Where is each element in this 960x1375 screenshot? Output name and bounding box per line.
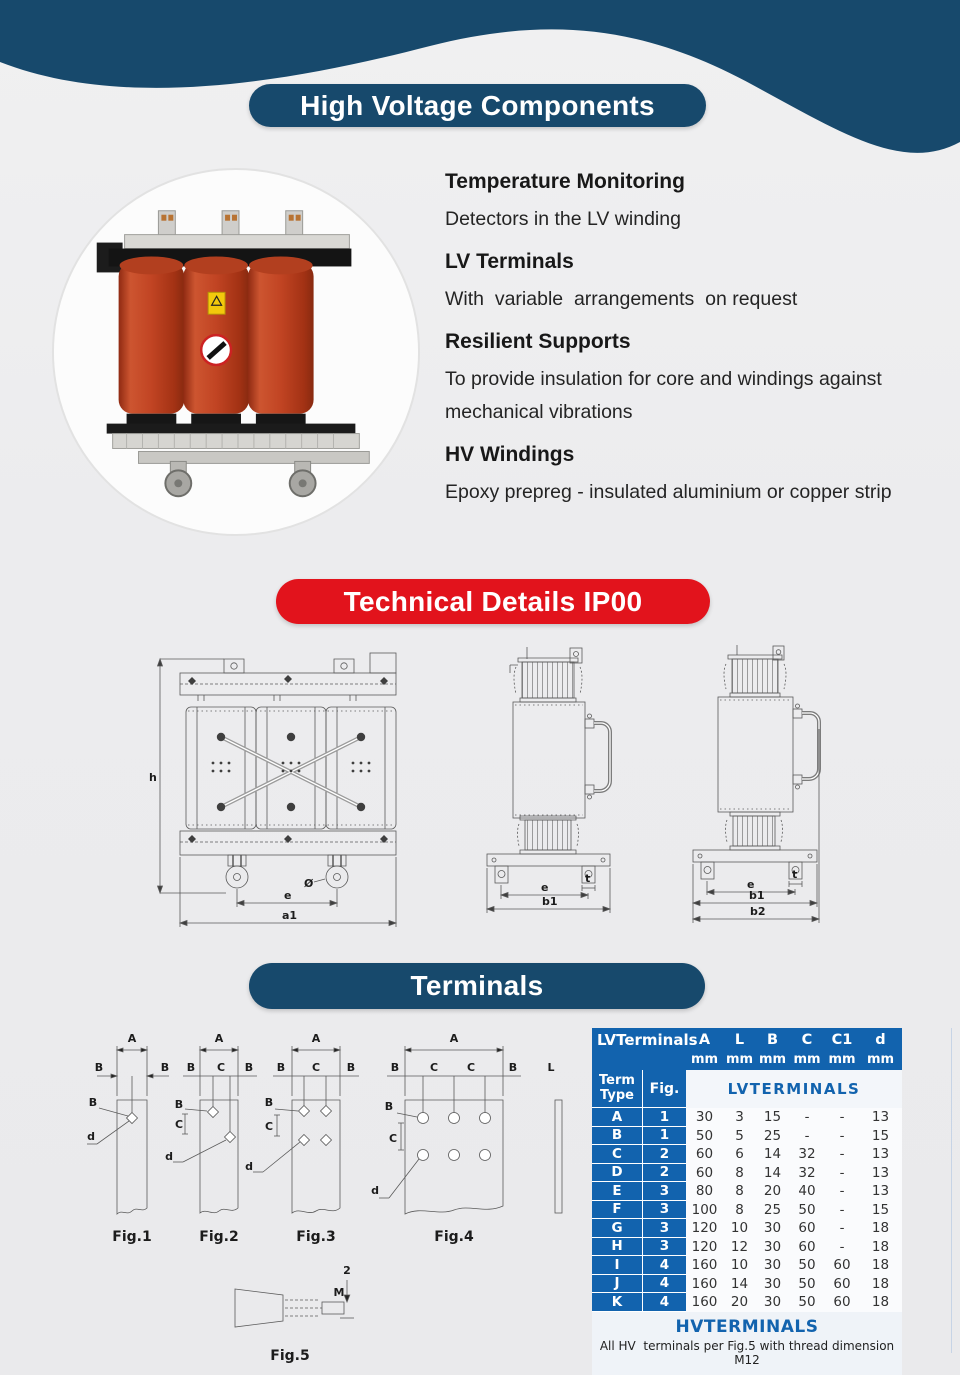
table-value-cell: 15: [756, 1108, 789, 1127]
table-term-cell: J: [592, 1275, 642, 1294]
fig1-label-b: B: [94, 1061, 104, 1074]
fig2-label-a: A: [214, 1032, 224, 1045]
table-value-cell: 120: [686, 1219, 723, 1238]
table-corner-label: LVTerminals: [597, 1031, 698, 1049]
table-hv-title: HVTERMINALS: [675, 1316, 819, 1337]
table-hv-note: All HV terminals per Fig.5 with thread dimension M12: [599, 1338, 902, 1367]
fig3-label-c: C: [264, 1120, 274, 1133]
fig3-caption: Fig.3: [296, 1229, 336, 1245]
dim-label-e: e: [747, 878, 755, 891]
drawing-side-view-1: [470, 645, 700, 935]
table-value-cell: 14: [723, 1275, 756, 1294]
table-value-cell: 13: [859, 1145, 902, 1164]
fig2-label-c: C: [174, 1118, 184, 1131]
table-value-cell: 60: [686, 1145, 723, 1164]
feature-title: LV Terminals: [445, 250, 574, 273]
table-fig-cell: 2: [642, 1145, 686, 1164]
table-term-cell: H: [592, 1238, 642, 1257]
table-value-cell: -: [825, 1182, 859, 1201]
fig4-label-b: B: [384, 1100, 394, 1113]
table-value-cell: 60: [686, 1164, 723, 1183]
table-value-cell: 6: [723, 1145, 756, 1164]
fig2-label-b: B: [186, 1061, 196, 1074]
dim-label-b1: b1: [749, 889, 765, 902]
table-value-cell: -: [825, 1127, 859, 1146]
table-value-cell: -: [825, 1164, 859, 1183]
dim-label-t: t: [792, 868, 798, 881]
table-fig-cell: 3: [642, 1182, 686, 1201]
fig3-label-c: C: [311, 1061, 321, 1074]
banner-technical-details: [276, 579, 710, 624]
fig3-label-d: d: [245, 1160, 253, 1173]
table-value-cell: 8: [723, 1201, 756, 1220]
table-value-cell: 8: [723, 1182, 756, 1201]
table-fig-cell: 4: [642, 1256, 686, 1275]
table-value-cell: 80: [686, 1182, 723, 1201]
fig1-label-d: d: [87, 1130, 95, 1143]
feature-item: [445, 330, 960, 429]
table-value-cell: 10: [723, 1256, 756, 1275]
table-value-cell: 30: [756, 1293, 789, 1312]
table-unit-label: mm: [758, 1052, 787, 1067]
table-col-header: d: [875, 1032, 886, 1048]
banner-terminals-title: Terminals: [410, 970, 544, 1001]
table-value-cell: 14: [756, 1145, 789, 1164]
table-value-cell: 60: [825, 1256, 859, 1275]
table-unit-label: mm: [725, 1052, 754, 1067]
fig2-label-b: B: [174, 1098, 184, 1111]
feature-item: [445, 170, 960, 236]
lv-terminals-table: [592, 1028, 902, 1375]
table-value-cell: 30: [756, 1256, 789, 1275]
dim-label-dia: Ø: [304, 877, 314, 890]
table-term-cell: F: [592, 1201, 642, 1220]
fig1-caption: Fig.1: [112, 1229, 152, 1245]
table-value-cell: 50: [789, 1256, 825, 1275]
table-term-cell: C: [592, 1145, 642, 1164]
table-value-cell: 13: [859, 1108, 902, 1127]
table-value-cell: 120: [686, 1238, 723, 1257]
dim-label-e: e: [541, 881, 549, 894]
table-value-cell: 30: [756, 1238, 789, 1257]
table-value-cell: 5: [723, 1127, 756, 1146]
table-term-cell: D: [592, 1164, 642, 1183]
fig4-label-d: d: [371, 1184, 379, 1197]
table-value-cell: 60: [825, 1275, 859, 1294]
fig4-label-c: C: [429, 1061, 439, 1074]
table-col-header: A: [698, 1032, 711, 1048]
terminal-figures: [85, 1030, 575, 1250]
table-value-cell: 13: [859, 1182, 902, 1201]
table-fig-cell: 1: [642, 1127, 686, 1146]
table-value-cell: 60: [789, 1219, 825, 1238]
fig1-label-b: B: [88, 1096, 98, 1109]
feature-item: [445, 250, 960, 316]
table-value-cell: -: [825, 1201, 859, 1220]
table-col-header: L: [734, 1032, 745, 1048]
table-value-cell: 60: [789, 1238, 825, 1257]
table-unit-label: mm: [793, 1052, 821, 1067]
table-value-cell: 8: [723, 1164, 756, 1183]
table-value-cell: 18: [859, 1219, 902, 1238]
table-value-cell: 15: [859, 1201, 902, 1220]
banner-terminals: [249, 963, 705, 1009]
fig2-label-b: B: [244, 1061, 254, 1074]
table-fig-cell: 3: [642, 1201, 686, 1220]
banner-high-voltage: [249, 84, 706, 127]
lv-table-body: [592, 1108, 902, 1312]
table-value-cell: -: [789, 1127, 825, 1146]
feature-title: Resilient Supports: [445, 330, 631, 353]
table-unit-label: mm: [690, 1052, 719, 1067]
table-term-cell: B: [592, 1127, 642, 1146]
feature-desc: Epoxy prepreg - insulated aluminium or copper strip: [445, 481, 892, 503]
fig1-label-a: A: [127, 1032, 137, 1045]
dim-label-a1: a1: [282, 909, 298, 922]
feature-title: HV Windings: [445, 443, 575, 466]
table-value-cell: 160: [686, 1275, 723, 1294]
table-value-cell: 32: [789, 1145, 825, 1164]
table-header: [592, 1028, 902, 1108]
table-value-cell: 30: [686, 1108, 723, 1127]
fig4-label-c: C: [466, 1061, 476, 1074]
fig5-label-two: 2: [343, 1264, 351, 1277]
l-bar-label: L: [547, 1061, 555, 1074]
table-value-cell: 30: [756, 1219, 789, 1238]
table-value-cell: 50: [789, 1201, 825, 1220]
table-value-cell: 50: [789, 1275, 825, 1294]
fig4-caption: Fig.4: [434, 1229, 474, 1245]
table-value-cell: 18: [859, 1275, 902, 1294]
table-value-cell: 30: [756, 1275, 789, 1294]
table-unit-label: mm: [866, 1052, 895, 1067]
table-value-cell: 32: [789, 1164, 825, 1183]
table-fig-cell: 3: [642, 1238, 686, 1257]
dim-label-b2: b2: [750, 905, 766, 918]
table-term-type-header: Term Type: [592, 1070, 642, 1108]
table-value-cell: 25: [756, 1201, 789, 1220]
table-value-cell: 100: [686, 1201, 723, 1220]
fig3-label-a: A: [311, 1032, 321, 1045]
fig2-label-c: C: [216, 1061, 226, 1074]
fig3-label-b: B: [276, 1061, 286, 1074]
fig5-label-m: M: [333, 1286, 345, 1299]
table-value-cell: -: [789, 1108, 825, 1127]
table-fig-cell: 3: [642, 1219, 686, 1238]
table-term-cell: K: [592, 1293, 642, 1312]
feature-item: [445, 443, 960, 509]
table-value-cell: 160: [686, 1256, 723, 1275]
feature-title: Temperature Monitoring: [445, 170, 685, 193]
table-fig-cell: 2: [642, 1164, 686, 1183]
table-value-cell: 60: [825, 1293, 859, 1312]
table-value-cell: 50: [686, 1127, 723, 1146]
dim-label-h: h: [149, 771, 157, 784]
transformer-photo: [47, 163, 425, 541]
table-term-cell: E: [592, 1182, 642, 1201]
dim-label-b1: b1: [542, 895, 558, 908]
table-term-cell: A: [592, 1108, 642, 1127]
dim-label-e: e: [284, 889, 292, 902]
table-col-header: B: [766, 1032, 779, 1048]
fig3-label-b: B: [346, 1061, 356, 1074]
banner-high-voltage-title: High Voltage Components: [300, 89, 655, 121]
table-value-cell: 18: [859, 1293, 902, 1312]
table-fig-cell: 1: [642, 1108, 686, 1127]
table-col-header: C: [801, 1032, 813, 1048]
fig1-label-b: B: [160, 1061, 170, 1074]
table-right-border: [951, 1028, 952, 1353]
table-fig-header: Fig.: [642, 1070, 686, 1108]
fig2-caption: Fig.2: [199, 1229, 239, 1245]
table-value-cell: -: [825, 1238, 859, 1257]
table-value-cell: 3: [723, 1108, 756, 1127]
table-value-cell: -: [825, 1219, 859, 1238]
fig4-label-b: B: [508, 1061, 518, 1074]
table-value-cell: 15: [859, 1127, 902, 1146]
table-footer: [592, 1312, 902, 1375]
fig5-caption: Fig.5: [270, 1348, 310, 1364]
table-value-cell: 12: [723, 1238, 756, 1257]
banner-technical-title: Technical Details IP00: [343, 585, 643, 617]
table-value-cell: 13: [859, 1164, 902, 1183]
table-value-cell: 50: [789, 1293, 825, 1312]
fig3-label-b: B: [264, 1096, 274, 1109]
feature-desc: Detectors in the LV winding: [445, 208, 681, 230]
table-term-cell: G: [592, 1219, 642, 1238]
feature-desc: To provide insulation for core and windings against mechanical vibrations: [445, 368, 888, 423]
fig4-label-a: A: [449, 1032, 459, 1045]
drawing-side-view-2: [685, 645, 940, 940]
fig4-label-c: C: [388, 1132, 398, 1145]
table-value-cell: 40: [789, 1182, 825, 1201]
table-value-cell: 160: [686, 1293, 723, 1312]
table-value-cell: 18: [859, 1238, 902, 1257]
drawing-front-view: [140, 645, 460, 935]
table-value-cell: 18: [859, 1256, 902, 1275]
fig4-label-b: B: [390, 1061, 400, 1074]
table-term-cell: I: [592, 1256, 642, 1275]
dim-label-t: t: [585, 872, 591, 885]
table-value-cell: 14: [756, 1164, 789, 1183]
table-value-cell: 25: [756, 1127, 789, 1146]
table-section-title: LVTERMINALS: [686, 1070, 902, 1108]
table-value-cell: -: [825, 1108, 859, 1127]
fig2-label-d: d: [165, 1150, 173, 1163]
table-value-cell: -: [825, 1145, 859, 1164]
table-value-cell: 10: [723, 1219, 756, 1238]
table-col-header: C1: [831, 1032, 853, 1048]
table-fig-cell: 4: [642, 1275, 686, 1294]
fig5-drawing: [210, 1262, 410, 1367]
table-unit-label: mm: [828, 1052, 856, 1067]
table-value-cell: 20: [756, 1182, 789, 1201]
table-fig-cell: 4: [642, 1293, 686, 1312]
table-value-cell: 20: [723, 1293, 756, 1312]
feature-desc: With variable arrangements on request: [445, 288, 798, 310]
feature-list: [445, 170, 960, 523]
